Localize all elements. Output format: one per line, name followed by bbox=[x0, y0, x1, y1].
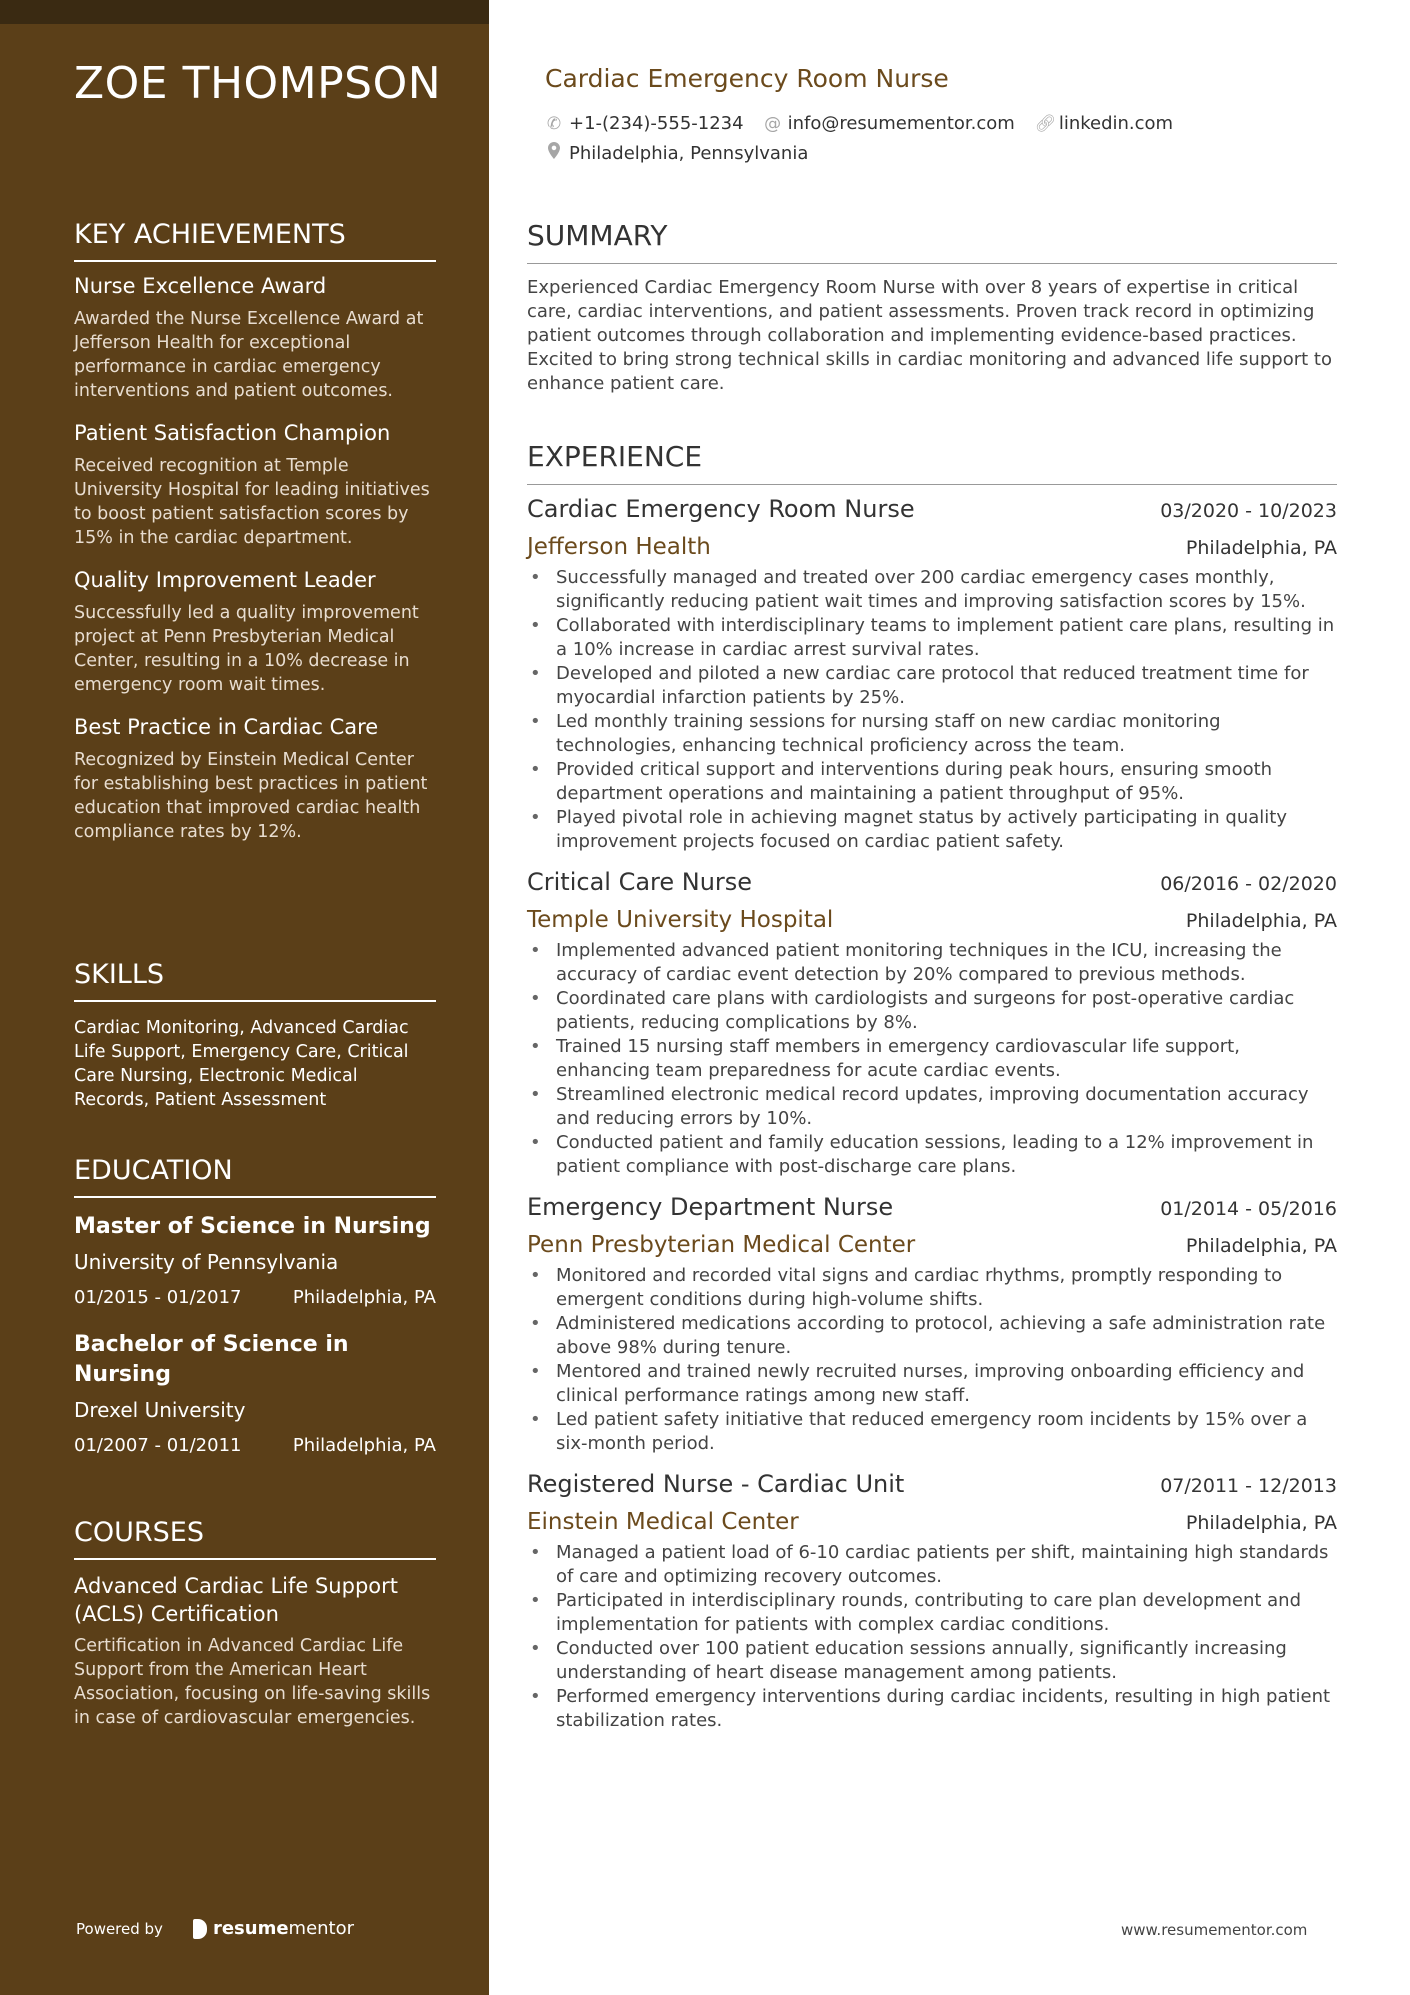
location-text: Philadelphia, Pennsylvania bbox=[569, 142, 809, 164]
achievement-title: Patient Satisfaction Champion bbox=[74, 421, 391, 445]
experience-location: Philadelphia, PA bbox=[1185, 1235, 1337, 1257]
bullet-item: • Monitored and recorded vital signs and cardiac rhythms, promptly responding to emergent conditions during high-volume shifts. bbox=[527, 1264, 1337, 1312]
summary-heading: SUMMARY bbox=[527, 219, 1337, 264]
experience-company: Penn Presbyterian Medical Center bbox=[527, 1232, 916, 1258]
bullet-item: • Trained 15 nursing staff members in emergency cardiovascular life support, enhancing team preparedness for acute cardiac events. bbox=[527, 1035, 1337, 1083]
education-degree: Master of Science in Nursing bbox=[74, 1214, 431, 1239]
bullet-item: • Performed emergency interventions during cardiac incidents, resulting in high patient stabilization rates. bbox=[527, 1685, 1337, 1733]
bullet-item: • Collaborated with interdisciplinary teams to implement patient care plans, resulting in a 10% increase in cardiac arrest survival rates. bbox=[527, 614, 1337, 662]
experience-bullets bbox=[527, 1264, 1337, 1456]
achievement-desc: Recognized by Einstein Medical Center for establishing best practices in patient education that improved cardiac health compliance rates by 12%. bbox=[74, 750, 428, 842]
bullet-item: • Managed a patient load of 6-10 cardiac patients per shift, maintaining high standards of care and optimizing recovery outcomes. bbox=[527, 1541, 1337, 1589]
sidebar-top-bar bbox=[0, 0, 489, 24]
experience-header bbox=[527, 868, 1337, 896]
education-school: Drexel University bbox=[74, 1398, 246, 1422]
summary-section bbox=[527, 219, 1337, 396]
brand-logo[interactable] bbox=[193, 1918, 354, 1939]
achievement-item bbox=[74, 421, 436, 550]
experience-role: Critical Care Nurse bbox=[527, 868, 753, 896]
achievement-title: Quality Improvement Leader bbox=[74, 568, 376, 592]
experience-bullets bbox=[527, 939, 1337, 1179]
experience-company: Jefferson Health bbox=[527, 534, 711, 560]
job-title: Cardiac Emergency Room Nurse bbox=[545, 64, 949, 93]
experience-header bbox=[527, 1470, 1337, 1498]
experience-item bbox=[527, 1470, 1337, 1733]
phone-text: +1-(234)-555-1234 bbox=[569, 113, 744, 134]
contact-info bbox=[545, 113, 1193, 172]
experience-section bbox=[527, 440, 1337, 1747]
contact-phone[interactable] bbox=[545, 113, 744, 134]
brand-name-part1: resume bbox=[212, 1918, 289, 1939]
link-icon: 🔗︎ bbox=[1034, 113, 1057, 134]
experience-dates: 01/2014 - 05/2016 bbox=[1160, 1198, 1337, 1220]
education-location: Philadelphia, PA bbox=[292, 1287, 436, 1308]
experience-heading: EXPERIENCE bbox=[527, 440, 1337, 485]
bullet-item: • Led patient safety initiative that reduced emergency room incidents by 15% over a six-month period. bbox=[527, 1408, 1337, 1456]
experience-company: Einstein Medical Center bbox=[527, 1509, 799, 1535]
experience-header bbox=[527, 1193, 1337, 1221]
experience-company-row bbox=[527, 1509, 1337, 1535]
contact-email[interactable] bbox=[764, 113, 1015, 134]
skills-section bbox=[74, 959, 436, 1112]
bullet-item: • Coordinated care plans with cardiologists and surgeons for post-operative cardiac patients, reducing complications by 8%. bbox=[527, 987, 1337, 1035]
contact-linkedin[interactable] bbox=[1035, 113, 1173, 134]
experience-role: Emergency Department Nurse bbox=[527, 1193, 894, 1221]
bullet-item: • Conducted over 100 patient education sessions annually, significantly increasing understanding of heart disease management among patients. bbox=[527, 1637, 1337, 1685]
location-pin-icon bbox=[545, 142, 563, 164]
education-heading: EDUCATION bbox=[74, 1155, 436, 1198]
experience-item bbox=[527, 1193, 1337, 1456]
courses-section bbox=[74, 1517, 436, 1748]
experience-company: Temple University Hospital bbox=[527, 907, 834, 933]
education-location: Philadelphia, PA bbox=[292, 1435, 436, 1456]
phone-icon: ✆ bbox=[546, 113, 562, 134]
course-title: Advanced Cardiac Life Support (ACLS) Certification bbox=[74, 1574, 398, 1626]
course-item bbox=[74, 1572, 436, 1730]
linkedin-text: linkedin.com bbox=[1058, 113, 1174, 134]
powered-by-label: Powered by bbox=[76, 1919, 163, 1938]
education-item bbox=[74, 1212, 436, 1308]
education-dates: 01/2015 - 01/2017 bbox=[74, 1287, 242, 1308]
experience-item bbox=[527, 495, 1337, 854]
bullet-item: • Participated in interdisciplinary rounds, contributing to care plan development and implementation for patients with complex cardiac conditions. bbox=[527, 1589, 1337, 1637]
bullet-item: • Streamlined electronic medical record updates, improving documentation accuracy and reducing errors by 10%. bbox=[527, 1083, 1337, 1131]
bullet-item: • Implemented advanced patient monitoring techniques in the ICU, increasing the accuracy of cardiac event detection by 20% compared to previous methods. bbox=[527, 939, 1337, 987]
contact-row bbox=[545, 142, 1193, 164]
bullet-item: • Played pivotal role in achieving magnet status by actively participating in quality improvement projects focused on cardiac patient safety. bbox=[527, 806, 1337, 854]
experience-role: Registered Nurse - Cardiac Unit bbox=[527, 1470, 905, 1498]
experience-company-row bbox=[527, 1232, 1337, 1258]
experience-dates: 06/2016 - 02/2020 bbox=[1160, 873, 1337, 895]
education-degree: Bachelor of Science in Nursing bbox=[74, 1332, 349, 1387]
brand-logo-icon bbox=[193, 1919, 207, 1939]
bullet-item: • Conducted patient and family education sessions, leading to a 12% improvement in patient compliance with post-discharge care plans. bbox=[527, 1131, 1337, 1179]
experience-dates: 03/2020 - 10/2023 bbox=[1160, 500, 1337, 522]
achievement-desc: Successfully led a quality improvement project at Penn Presbyterian Medical Center, resulting in a 10% decrease in emergency room wait times. bbox=[74, 603, 419, 695]
at-sign-icon: @ bbox=[764, 113, 782, 134]
education-meta bbox=[74, 1287, 436, 1308]
achievements-heading: KEY ACHIEVEMENTS bbox=[74, 219, 436, 262]
brand-name-part2: mentor bbox=[288, 1918, 355, 1939]
achievement-item bbox=[74, 715, 436, 844]
education-dates: 01/2007 - 01/2011 bbox=[74, 1435, 242, 1456]
skills-list: Cardiac Monitoring, Advanced Cardiac Life Support, Emergency Care, Critical Care Nursing, Electronic Medical Records, Patient Assessment bbox=[74, 1018, 409, 1110]
experience-bullets bbox=[527, 1541, 1337, 1733]
bullet-item: • Mentored and trained newly recruited nurses, improving onboarding efficiency and clinical performance ratings among new staff. bbox=[527, 1360, 1337, 1408]
education-item bbox=[74, 1330, 436, 1456]
contact-location bbox=[545, 142, 808, 164]
bullet-item: • Led monthly training sessions for nursing staff on new cardiac monitoring technologies, enhancing technical proficiency across the team. bbox=[527, 710, 1337, 758]
experience-dates: 07/2011 - 12/2013 bbox=[1160, 1475, 1337, 1497]
achievement-desc: Awarded the Nurse Excellence Award at Jefferson Health for exceptional performance in cardiac emergency interventions and patient outcomes. bbox=[74, 309, 424, 401]
email-text: info@resumementor.com bbox=[787, 113, 1015, 134]
education-section bbox=[74, 1155, 436, 1478]
summary-text: Experienced Cardiac Emergency Room Nurse with over 8 years of expertise in critical care, cardiac interventions, and patient assessments. Proven track record in optimizing patient outcomes through collaboration and implementing evidence-based practices. Excited to bring strong technical skills in cardiac monitoring and advanced life support to enhance patient care. bbox=[527, 277, 1332, 394]
experience-company-row bbox=[527, 534, 1337, 560]
sidebar bbox=[0, 0, 489, 1995]
bullet-item: • Successfully managed and treated over 200 cardiac emergency cases monthly, significantly reducing patient wait times and improving satisfaction scores by 15%. bbox=[527, 566, 1337, 614]
experience-company-row bbox=[527, 907, 1337, 933]
education-school: University of Pennsylvania bbox=[74, 1250, 339, 1274]
skills-heading: SKILLS bbox=[74, 959, 436, 1002]
contact-row bbox=[545, 113, 1193, 134]
bullet-item: • Provided critical support and interventions during peak hours, ensuring smooth department operations and maintaining a patient throughput of 95%. bbox=[527, 758, 1337, 806]
course-desc: Certification in Advanced Cardiac Life Support from the American Heart Association, focusing on life-saving skills in case of cardiovascular emergencies. bbox=[74, 1636, 431, 1728]
experience-location: Philadelphia, PA bbox=[1185, 537, 1337, 559]
footer-url[interactable]: www.resumementor.com bbox=[1121, 1921, 1308, 1939]
bullet-item: • Administered medications according to protocol, achieving a safe administration rate above 98% during tenure. bbox=[527, 1312, 1337, 1360]
education-meta bbox=[74, 1435, 436, 1456]
experience-role: Cardiac Emergency Room Nurse bbox=[527, 495, 915, 523]
achievements-section bbox=[74, 219, 436, 862]
experience-header bbox=[527, 495, 1337, 523]
achievement-title: Best Practice in Cardiac Care bbox=[74, 715, 379, 739]
candidate-name: ZOE THOMPSON bbox=[74, 58, 442, 109]
experience-bullets bbox=[527, 566, 1337, 854]
powered-by bbox=[76, 1918, 354, 1939]
achievement-desc: Received recognition at Temple University Hospital for leading initiatives to boost patient satisfaction scores by 15% in the cardiac department. bbox=[74, 456, 430, 548]
bullet-item: • Developed and piloted a new cardiac care protocol that reduced treatment time for myocardial infarction patients by 25%. bbox=[527, 662, 1337, 710]
courses-heading: COURSES bbox=[74, 1517, 436, 1560]
experience-location: Philadelphia, PA bbox=[1185, 910, 1337, 932]
achievement-item bbox=[74, 274, 436, 403]
experience-item bbox=[527, 868, 1337, 1179]
achievement-item bbox=[74, 568, 436, 697]
achievement-title: Nurse Excellence Award bbox=[74, 274, 327, 298]
experience-location: Philadelphia, PA bbox=[1185, 1512, 1337, 1534]
